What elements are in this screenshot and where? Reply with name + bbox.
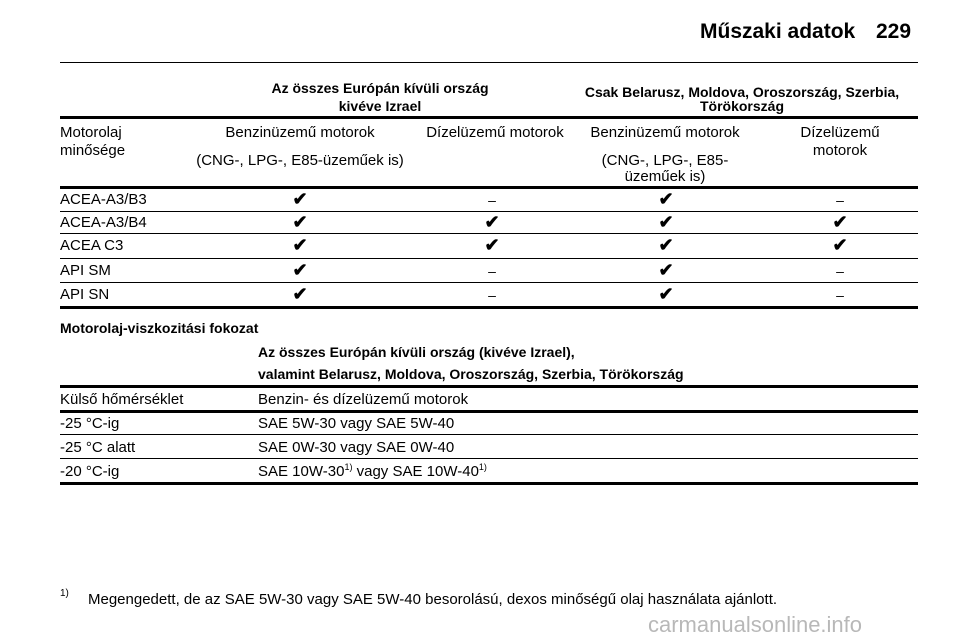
watermark: carmanualsonline.info <box>648 612 863 637</box>
group-header-non-europe-line2: kivéve Izrael <box>338 98 422 114</box>
grade-mid: vagy SAE 10W-40 <box>352 463 479 480</box>
col-header-petrol2-note-line1: (CNG-, LPG-, E85- <box>601 152 729 169</box>
viscosity-row-grade <box>258 463 487 480</box>
viscosity-bottom-rule <box>60 482 918 485</box>
col-header-quality-line2: minősége <box>60 142 126 159</box>
table1-top-rule <box>60 62 918 63</box>
footnote-text: Megengedett, de az SAE 5W-30 vagy SAE 5W-40 besorolású, dexos minőségű olaj használata ajánlott. <box>88 591 778 608</box>
row-divider <box>60 434 918 435</box>
table1-bottom-rule <box>60 306 918 309</box>
oil-quality-row-label: API SN <box>60 286 110 303</box>
dash-icon: – <box>488 263 496 279</box>
col-header-diesel2-line1: Dízelüzemű <box>800 124 880 141</box>
dash-icon: – <box>836 263 844 279</box>
check-icon: ✔ <box>292 212 308 232</box>
check-icon: ✔ <box>484 235 500 255</box>
viscosity-row-temp: -20 °C-ig <box>60 463 120 480</box>
viscosity-row-grade: SAE 5W-30 vagy SAE 5W-40 <box>258 415 455 432</box>
viscosity-header-rule <box>60 385 918 388</box>
oil-quality-row-label: API SM <box>60 262 111 279</box>
col-header-outside-temp: Külső hőmérséklet <box>60 391 184 408</box>
oil-quality-row-label: ACEA-A3/B4 <box>60 214 147 231</box>
check-icon: ✔ <box>484 212 500 232</box>
row-divider <box>60 258 918 259</box>
viscosity-body-rule <box>60 410 918 413</box>
col-header-petrol: Benzinüzemű motorok <box>225 124 375 141</box>
col-header-diesel2-line2: motorok <box>812 142 868 159</box>
viscosity-row-grade: SAE 0W-30 vagy SAE 0W-40 <box>258 439 455 456</box>
row-divider <box>60 233 918 234</box>
check-icon: ✔ <box>292 189 308 209</box>
oil-quality-row-label: ACEA-A3/B3 <box>60 191 147 208</box>
check-icon: ✔ <box>658 260 674 280</box>
footnote-marker: 1) <box>60 588 69 599</box>
group-header-non-europe-line1: Az összes Európán kívüli ország <box>271 80 489 96</box>
footnote-ref: 1) <box>478 462 487 472</box>
col-header-engines: Benzin- és dízelüzemű motorok <box>258 391 469 408</box>
page-section-title: Műszaki adatok <box>700 20 856 43</box>
check-icon: ✔ <box>832 235 848 255</box>
page-number: 229 <box>876 20 912 43</box>
table1-body-rule <box>60 186 918 189</box>
table1-header-rule <box>60 116 918 119</box>
check-icon: ✔ <box>658 284 674 304</box>
viscosity-section-title: Motorolaj-viszkozitási fokozat <box>60 320 259 336</box>
viscosity-row-temp: -25 °C alatt <box>60 439 136 456</box>
grade-a: SAE 10W-30 <box>258 463 345 480</box>
check-icon: ✔ <box>292 235 308 255</box>
row-divider <box>60 458 918 459</box>
viscosity-group-header-line1: Az összes Európán kívüli ország (kivéve Izrael), <box>258 344 575 360</box>
dash-icon: – <box>488 287 496 303</box>
footnote-ref: 1) <box>344 462 353 472</box>
col-header-diesel: Dízelüzemű motorok <box>426 124 564 141</box>
dash-icon: – <box>488 192 496 208</box>
group-header-cis-line2: Törökország <box>699 98 784 114</box>
col-header-petrol2-note-line2: üzeműek is) <box>624 168 706 185</box>
check-icon: ✔ <box>832 212 848 232</box>
check-icon: ✔ <box>658 212 674 232</box>
check-icon: ✔ <box>658 235 674 255</box>
dash-icon: – <box>836 192 844 208</box>
check-icon: ✔ <box>292 260 308 280</box>
row-divider <box>60 282 918 283</box>
col-header-quality-line1: Motorolaj <box>60 124 122 141</box>
viscosity-group-header-line2: valamint Belarusz, Moldova, Oroszország, Szerbia, Törökország <box>258 366 684 382</box>
check-icon: ✔ <box>292 284 308 304</box>
col-header-petrol2: Benzinüzemű motorok <box>590 124 740 141</box>
dash-icon: – <box>836 287 844 303</box>
oil-quality-row-label: ACEA C3 <box>60 237 124 254</box>
check-icon: ✔ <box>658 189 674 209</box>
col-header-petrol-note: (CNG-, LPG-, E85-üzeműek is) <box>196 152 404 169</box>
viscosity-row-temp: -25 °C-ig <box>60 415 120 432</box>
group-header-cis-line1: Csak Belarusz, Moldova, Oroszország, Szerbia, <box>584 84 900 100</box>
